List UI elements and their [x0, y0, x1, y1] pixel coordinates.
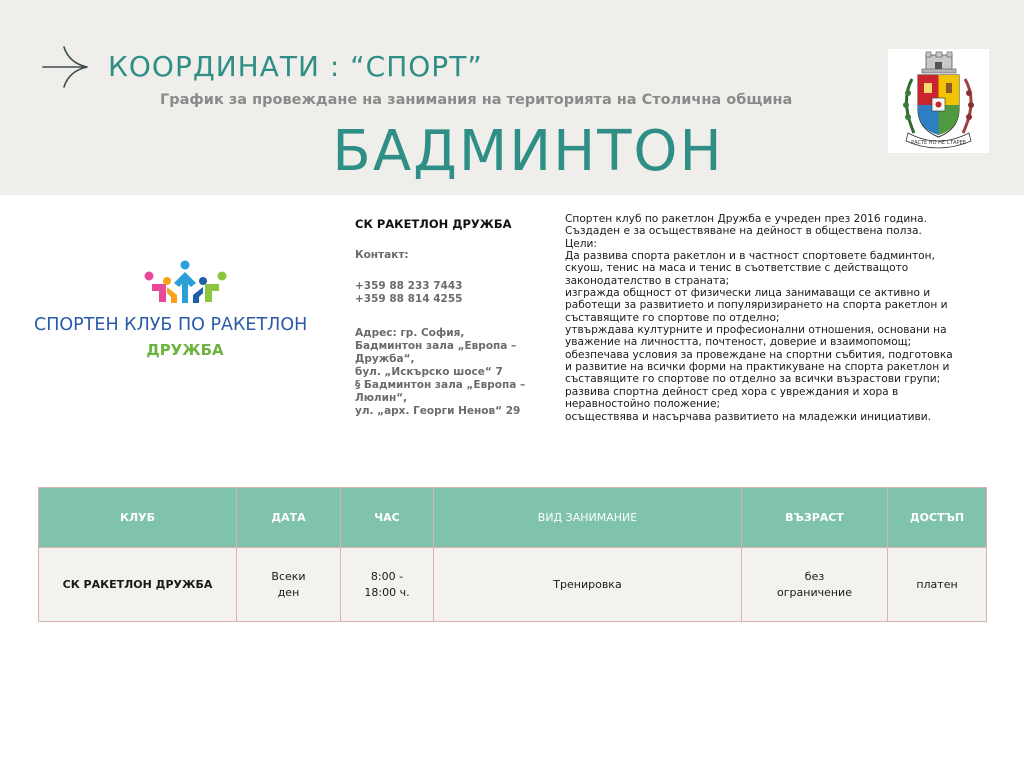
- table-row: [39, 548, 987, 622]
- club-logo-line1: СПОРТЕН КЛУБ ПО РАКЕТЛОН: [34, 315, 308, 335]
- club-logo: [30, 255, 340, 375]
- description-line: утвърждава културните и професионални отношения, основани на: [565, 324, 947, 337]
- description-line: осъществява и насърчава развитието на младежки инициативи.: [565, 410, 932, 423]
- cell-time: [341, 548, 434, 622]
- address-line: Бадминтон зала „Европа –: [355, 340, 517, 352]
- cell-age-line: без: [804, 569, 825, 583]
- header-title: КООРДИНАТИ : “СПОРТ”: [108, 50, 483, 83]
- phone-2[interactable]: +359 88 814 4255: [355, 293, 463, 305]
- description-line: обезпечава условия за провеждане на спортни събития, подготовка: [565, 348, 953, 361]
- description-line: и развитие на всички форми на практикуване на спорта ракетлон и: [565, 361, 950, 374]
- column-header-date: ДАТА: [237, 488, 341, 548]
- description-line: уважение на личността, почтеност, доверие и взаимопомощ;: [565, 336, 912, 349]
- cell-date: [237, 548, 341, 622]
- arrow-right-icon: [40, 45, 90, 89]
- description-line: Спортен клуб по ракетлон Дружба е учреден през 2016 година.: [565, 213, 928, 225]
- address-line: Люлин“,: [355, 392, 408, 404]
- address-line: § Бадминтон зала „Европа –: [355, 379, 526, 391]
- column-header-activity-type: ВИД ЗАНИМАНИЕ: [434, 488, 742, 548]
- crest-motto: РАСТЕ НО НЕ СТАРЕЕ: [911, 140, 966, 146]
- page-header: [0, 0, 1024, 195]
- cell-club: СК РАКЕТЛОН ДРУЖБА: [39, 548, 237, 622]
- description-line: скуош, тенис на маса и тенис в съответствие с действащото: [565, 262, 909, 275]
- club-name: СК РАКЕТЛОН ДРУЖБА: [355, 217, 512, 231]
- sport-title: БАДМИНТОН: [332, 119, 724, 184]
- table-header-row: [39, 488, 987, 548]
- cell-access: платен: [888, 548, 987, 622]
- cell-age-line: ограничение: [777, 585, 852, 599]
- address-line: ул. „арх. Георги Ненов“ 29: [355, 405, 521, 417]
- club-logo-line2: ДРУЖБА: [146, 341, 224, 359]
- cell-time-line: 8:00 -: [370, 569, 404, 583]
- description-line: Цели:: [565, 237, 597, 250]
- schedule-table: [38, 487, 987, 622]
- cell-date-line: ден: [277, 585, 300, 599]
- phone-1[interactable]: +359 88 233 7443: [355, 280, 463, 292]
- address-line: Адрес: гр. София,: [355, 327, 465, 339]
- column-header-access: ДОСТЪП: [888, 488, 987, 548]
- cell-activity-type: Тренировка: [434, 548, 742, 622]
- club-description: [565, 213, 995, 423]
- description-line: изгражда общност от физически лица занимаващи се активно и: [565, 287, 931, 300]
- description-line: развива спортна дейност сред хора с увреждания и хора в: [565, 385, 899, 398]
- description-line: работещи за развитието и популяризирането на спорта ракетлон и: [565, 299, 948, 312]
- description-line: Създаден е за осъществяване на дейност в обществена полза.: [565, 225, 922, 238]
- coat-of-arms-icon: [888, 49, 989, 153]
- description-line: съставящите го спортове по отделно;: [565, 311, 780, 324]
- header-subtitle: График за провеждане на занимания на територията на Столична община: [160, 92, 793, 108]
- description-line: Да развива спорта ракетлон и в частност спортовете бадминтон,: [565, 250, 935, 263]
- address-line: бул. „Искърско шосе“ 7: [355, 366, 503, 378]
- cell-age: [742, 548, 888, 622]
- column-header-time: ЧАС: [341, 488, 434, 548]
- people-logo-icon: [30, 255, 340, 315]
- cell-date-line: Всеки: [271, 569, 306, 583]
- description-line: съставящите го спортове по отделно за всички възрастови групи;: [565, 373, 941, 386]
- column-header-age: ВЪЗРАСТ: [742, 488, 888, 548]
- sofia-coat-of-arms: [888, 49, 989, 153]
- address-line: Дружба“,: [355, 353, 415, 365]
- description-line: неравностойно положение;: [565, 398, 721, 411]
- description-line: законодателство в страната;: [565, 274, 730, 287]
- contact-label: Контакт:: [355, 249, 409, 261]
- cell-time-line: 18:00 ч.: [364, 585, 410, 599]
- column-header-club: КЛУБ: [39, 488, 237, 548]
